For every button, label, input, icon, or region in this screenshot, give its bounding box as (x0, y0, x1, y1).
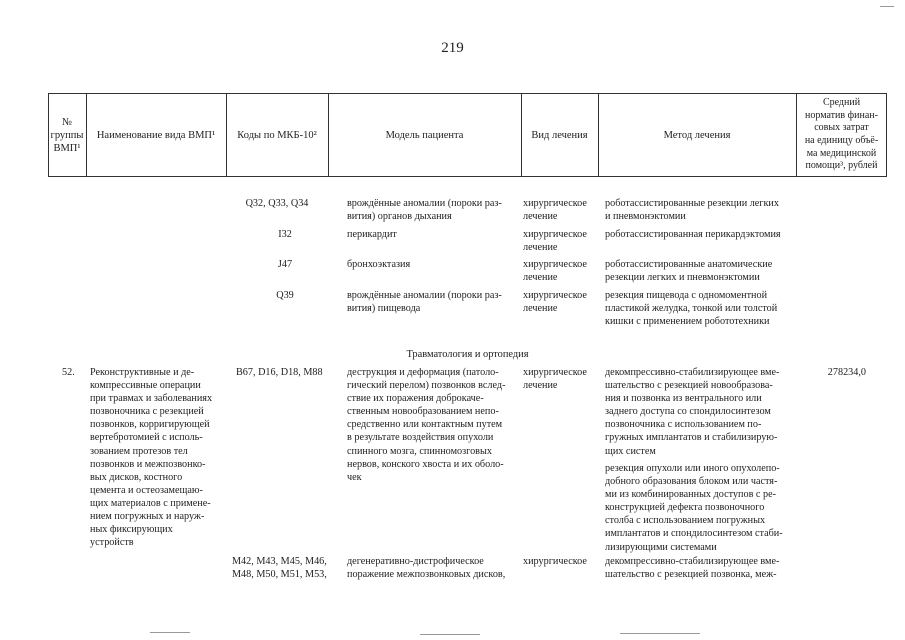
treatment-method-cell: резекция опухоли или иного опухолепо- добного образования блоком или частя- ми из комбинированных доступов с ре- конструкцией дефекта позвоночного столба с использованием погружных имплантатов и спондилосинтезом стаби- лизирующими системами (605, 463, 783, 553)
patient-model-cell: врождённые аномалии (пороки раз- вития) пищевода (347, 290, 502, 315)
section-title: Травматология и ортопедия (406, 349, 529, 360)
treatment-type-cell: хирургическое лечение (523, 229, 587, 254)
scan-artifact (420, 634, 480, 635)
treatment-type-cell: хирургическое лечение (523, 259, 587, 284)
icd-codes-cell: J47 (277, 259, 293, 270)
patient-model-cell: дегенеративно-дистрофическое поражение межпозвонковых дисков, (347, 556, 506, 581)
header-vmp-name: Наименование вида ВМП¹ (96, 129, 216, 141)
patient-model-cell: бронхоэктазия (347, 259, 411, 270)
icd-codes-cell: M42, M43, M45, M46, M48, M50, M51, M53, (232, 556, 327, 581)
scan-artifact (620, 633, 700, 634)
treatment-method-cell: декомпрессивно-стабилизирующее вме- шательство с резекцией новообразова- ния и позвонка из вентрального или заднего доступа со спондилосинтезом позвоночника с использованием по- гружных имплантатов и стабилизирую- щих систем (605, 367, 780, 457)
page-number: 219 (441, 40, 464, 56)
icd-codes-cell: Q39 (276, 290, 294, 301)
icd-codes-cell: B67, D16, D18, M88 (236, 367, 323, 378)
treatment-method-cell: роботассистированная перикардэктомия (605, 229, 781, 240)
header-patient-model: Модель пациента (385, 129, 464, 141)
treatment-type-cell: хирургическое лечение (523, 367, 587, 392)
header-group-number: № группы ВМП¹ (50, 116, 84, 154)
treatment-type-cell: хирургическое лечение (523, 290, 587, 315)
patient-model-cell: деструкция и деформация (патоло- гический перелом) позвонков вслед- ствие их поражения доброкаче- ственным новообразованием непо- средственно или контактным путем в результате воздействия опухоли спинного мозга, спинномозговых нервов, конского хвоста и их оболо- чек (347, 367, 506, 483)
group-number: 52. (62, 367, 75, 378)
treatment-method-cell: роботассистированные анатомические резекции легких и пневмонэктомии (605, 259, 773, 284)
patient-model-cell: врождённые аномалии (пороки раз- вития) органов дыхания (347, 198, 502, 223)
header-treatment-method: Метод лечения (663, 129, 731, 141)
treatment-type-cell: хирургическое (523, 556, 587, 567)
treatment-type-cell: хирургическое лечение (523, 198, 587, 223)
scan-artifact (880, 6, 894, 7)
header-average-cost: Средний норматив финан- совых затрат на единицу объё- ма медицинской помощи³, рублей (804, 97, 879, 172)
vmp-name-cell: Реконструктивные и де- компрессивные операции при травмах и заболеваниях позвоночника с резекцией позвонков, корригирующей вертебротомией с исполь- зованием протезов тел позвонков и межпозвонко- вых дисков, костного цемента и остеозамещаю- щих материалов с примене- нием погружных и наруж- ных фиксирующих устройств (90, 367, 213, 549)
header-treatment-type: Вид лечения (531, 129, 588, 141)
scan-artifact (150, 632, 190, 633)
patient-model-cell: перикардит (347, 229, 397, 240)
icd-codes-cell: Q32, Q33, Q34 (245, 198, 309, 209)
treatment-method-cell: резекция пищевода с одномоментной пластикой желудка, тонкой или толстой кишки с применением робототехники (605, 290, 778, 328)
header-icd-codes: Коды по МКБ-10² (237, 129, 317, 141)
treatment-method-cell: декомпрессивно-стабилизирующее вме- шательство с резекцией позвонка, меж- (605, 556, 780, 581)
icd-codes-cell: I32 (278, 229, 292, 240)
treatment-method-cell: роботассистированные резекции легких и пневмонэктомии (605, 198, 779, 223)
average-cost-cell: 278234,0 (827, 367, 866, 378)
